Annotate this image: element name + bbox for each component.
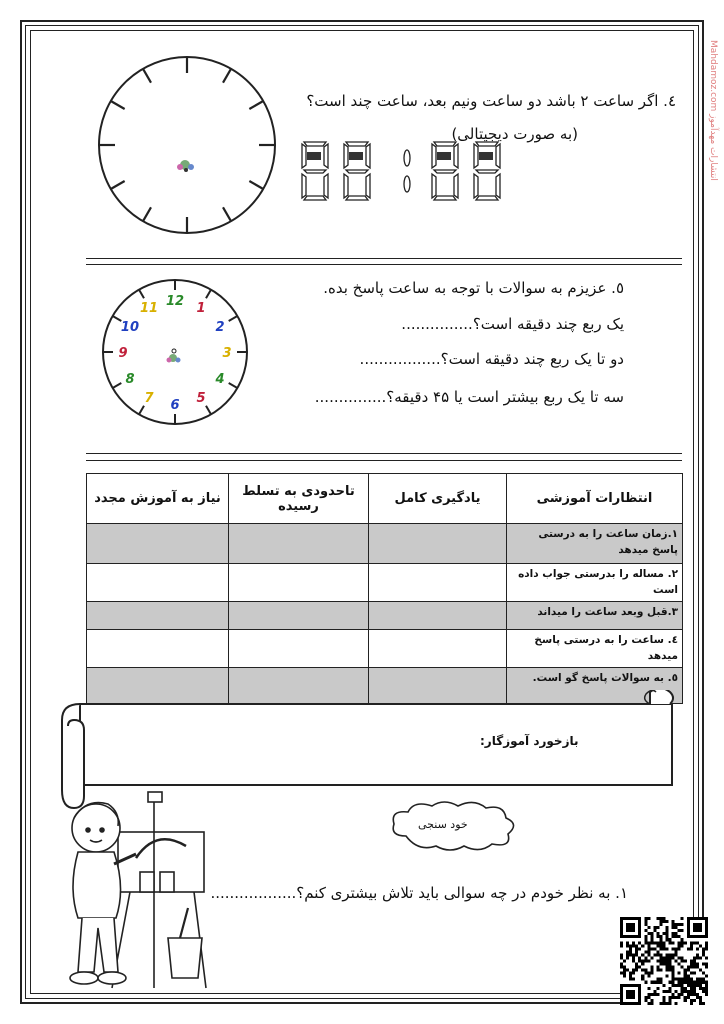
table-cell-check[interactable] [369, 524, 507, 564]
digital-clock-display[interactable] [298, 138, 508, 206]
table-cell-check[interactable] [369, 564, 507, 602]
question-5-item-2: دو تا یک ربع چند دقیقه است؟................. [359, 350, 624, 368]
table-cell-check[interactable] [229, 564, 369, 602]
table-row [87, 630, 683, 668]
clock-numeral: 5 [196, 391, 206, 407]
clock-numeral: 6 [170, 398, 180, 413]
digit-box-1[interactable] [302, 142, 328, 200]
clock-numeral: 3 [222, 346, 232, 361]
clock-center-flower [177, 160, 194, 172]
clock-tick [229, 383, 238, 388]
table-cell-criterion: ٤. ساعت را به درستی پاسخ میدهد [507, 630, 683, 668]
table-cell-criterion: ٣.قبل وبعد ساعت را میداند [507, 602, 683, 630]
table-cell-criterion: ٢. مساله را بدرستی جواب داده است [507, 564, 683, 602]
table-cell-check[interactable] [229, 602, 369, 630]
clock-tick [206, 290, 211, 299]
digit-box-3[interactable] [432, 142, 458, 200]
clock-tick [206, 406, 211, 415]
digit-box-2[interactable] [344, 142, 370, 200]
side-watermark [706, 40, 720, 240]
clock-numeral: 10 [120, 320, 140, 335]
clock-numeral: 2 [215, 320, 225, 335]
table-header: نیاز به آموزش مجدد [87, 474, 229, 524]
table-cell-check[interactable] [87, 630, 229, 668]
table-cell-criterion: ٥. به سوالات پاسخ گو است. [507, 668, 683, 704]
clock-tick [223, 69, 231, 83]
table-cell-criterion: ١.زمان ساعت را به درستی پاسخ میدهد [507, 524, 683, 564]
question-5-item-1: یک ربع چند دقیقه است؟............... [401, 315, 624, 333]
table-cell-check[interactable] [87, 602, 229, 630]
table-cell-check[interactable] [229, 630, 369, 668]
clock-tick [249, 101, 263, 109]
clock-tick [139, 290, 144, 299]
self-question-1: ١. به نظر خودم در چه سوالی باید تلاش بیشتری کنم؟.................. [210, 884, 628, 902]
clock-numeral: 11 [139, 300, 159, 316]
clock-numeral: 7 [144, 391, 154, 407]
clock-tick [113, 383, 122, 388]
clock-center-flower [167, 349, 181, 363]
clock-tick [139, 406, 144, 415]
clock-tick [229, 316, 238, 321]
question-5-intro: ٥. عزیزم به سوالات با توجه به ساعت پاسخ بده. [323, 279, 624, 297]
table-row [87, 602, 683, 630]
side-watermark-text: Mahdamoz.com انتشارات مهدآموز [708, 40, 718, 181]
table-cell-check[interactable] [229, 524, 369, 564]
table-cell-check[interactable] [369, 630, 507, 668]
clock-tick [111, 181, 125, 189]
clock-numeral: 9 [118, 346, 128, 361]
table-row [87, 564, 683, 602]
clock-numeral: 1 [196, 300, 206, 316]
table-row [87, 524, 683, 564]
section-divider [86, 264, 682, 265]
clock-tick [249, 181, 263, 189]
clock-tick [111, 101, 125, 109]
qr-code[interactable] [620, 916, 708, 1006]
clock-colon [404, 150, 410, 192]
table-header-row [87, 474, 683, 524]
teacher-feedback-label: بازخورد آموزگار: [480, 734, 579, 748]
digit-box-4[interactable] [474, 142, 500, 200]
section-divider [86, 460, 682, 461]
child-painting-illustration [56, 788, 224, 994]
section-divider [86, 453, 682, 454]
table-cell-check[interactable] [369, 602, 507, 630]
table-header: یادگیری کامل [369, 474, 507, 524]
clock-face-blank [96, 52, 278, 238]
evaluation-table [86, 473, 683, 704]
section-divider [86, 258, 682, 259]
clock-tick [223, 207, 231, 221]
clock-tick [143, 69, 151, 83]
clock-tick [143, 207, 151, 221]
table-header: انتظارات آموزشی [507, 474, 683, 524]
table-header: تاحدودی به تسلط رسیده [229, 474, 369, 524]
clock-numeral: 12 [165, 294, 185, 309]
clock-numeral: 8 [125, 372, 135, 387]
table-cell-check[interactable] [87, 524, 229, 564]
table-cell-check[interactable] [87, 564, 229, 602]
self-assessment-label: خود سنجی [418, 818, 468, 831]
clock-numeral: 4 [215, 372, 225, 387]
question-4-note: (به صورت دیجیتالی) [451, 125, 578, 143]
question-4-text: ٤. اگر ساعت ٢ باشد دو ساعت ونیم بعد، ساعت چند است؟ [306, 92, 676, 110]
question-5-item-3: سه تا یک ربع بیشتر است یا ۴۵ دقیقه؟............... [314, 388, 624, 406]
clock-face-numbered [100, 276, 250, 428]
